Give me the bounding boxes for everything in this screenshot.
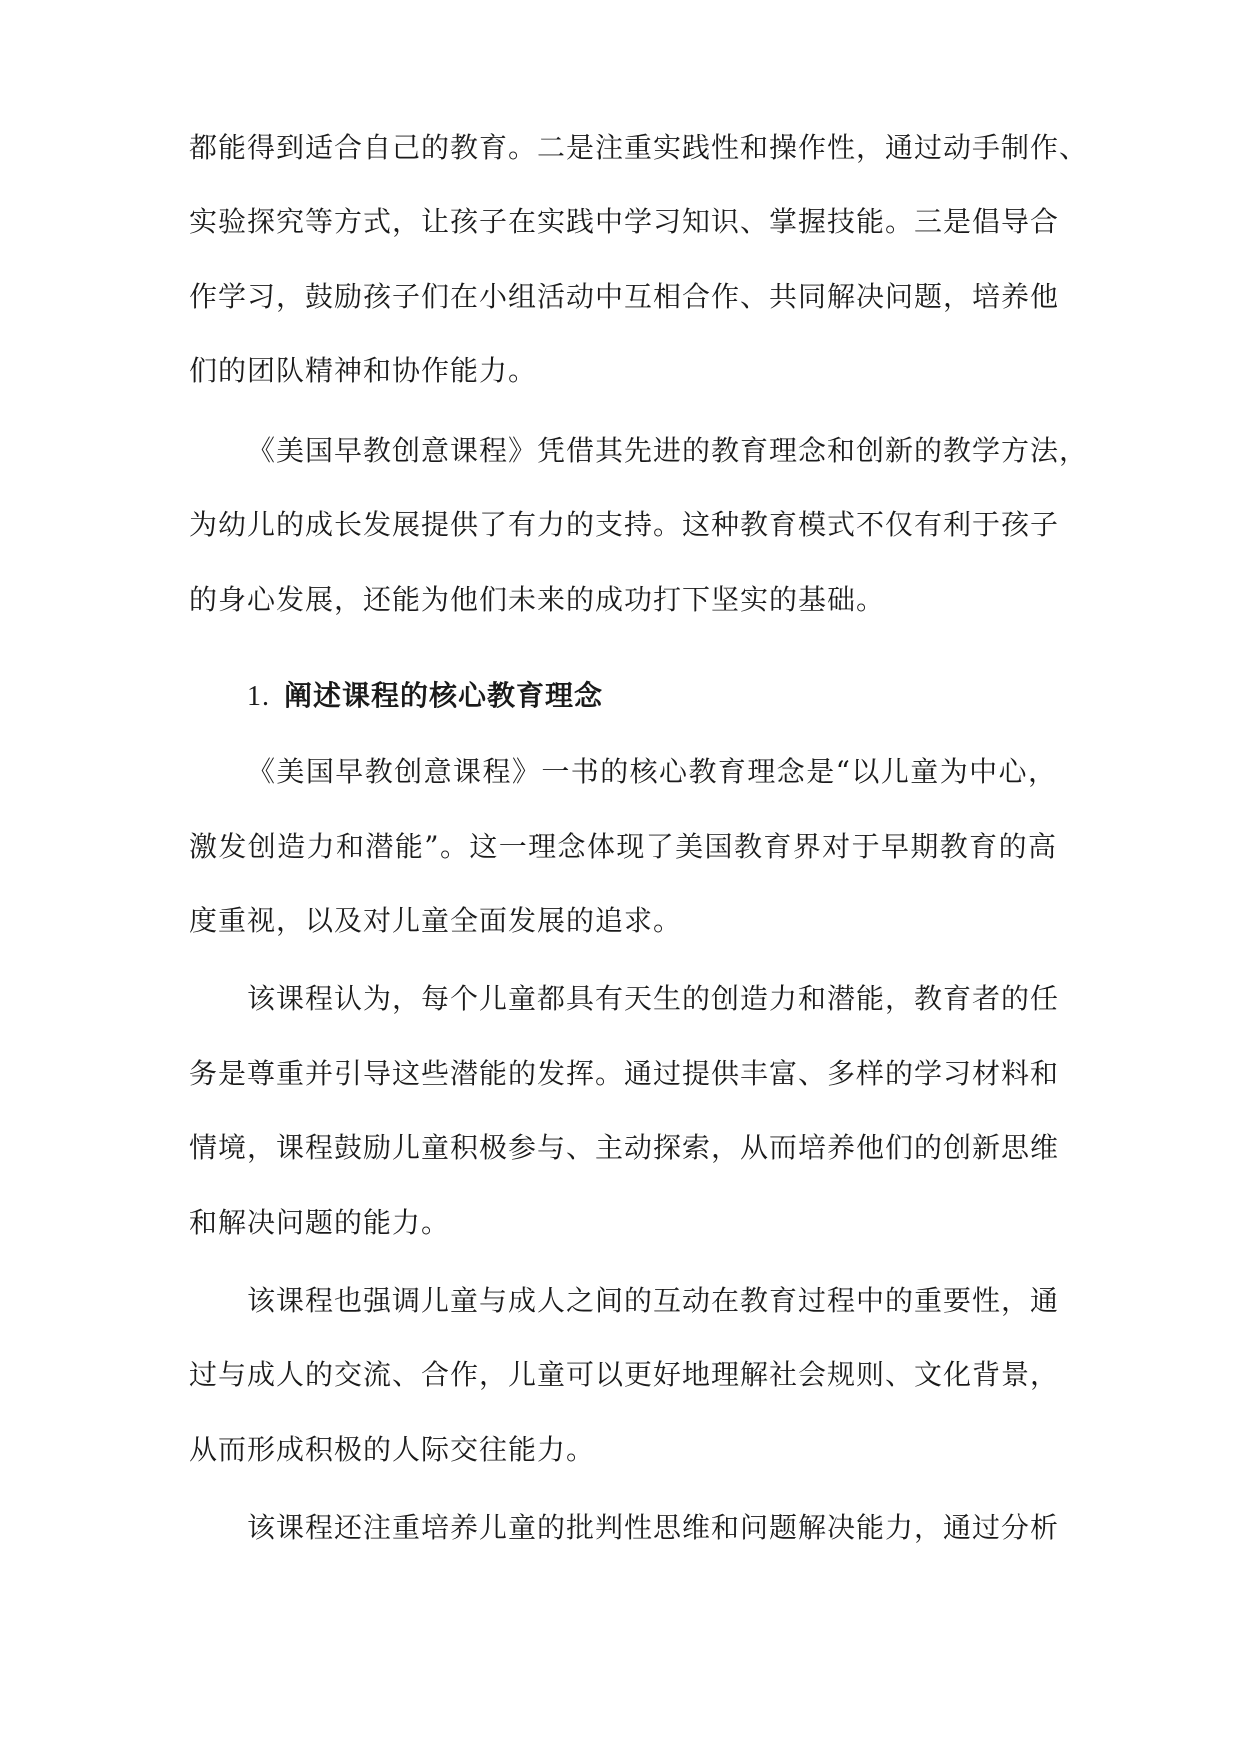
paragraph-5-line-1: 该课程也强调儿童与成人之间的互动在教育过程中的重要性，通 (247, 1284, 1060, 1317)
paragraph-1-line-3: 作学习，鼓励孩子们在小组活动中互相合作、共同解决问题，培养他 (189, 280, 1060, 313)
paragraph-1-line-2: 实验探究等方式，让孩子在实践中学习知识、掌握技能。三是倡导合 (189, 205, 1060, 238)
paragraph-4-line-2: 务是尊重并引导这些潜能的发挥。通过提供丰富、多样的学习材料和 (189, 1057, 1060, 1090)
paragraph-4-line-4: 和解决问题的能力。 (189, 1206, 451, 1239)
section-heading (247, 676, 603, 716)
paragraph-5-line-3: 从而形成积极的人际交往能力。 (189, 1433, 596, 1466)
paragraph-2-line-2: 为幼儿的成长发展提供了有力的支持。这种教育模式不仅有利于孩子 (189, 508, 1060, 541)
paragraph-5-line-2: 过与成人的交流、合作，儿童可以更好地理解社会规则、文化背景， (189, 1358, 1060, 1391)
paragraph-1-line-1: 都能得到适合自己的教育。二是注重实践性和操作性，通过动手制作、 (189, 131, 1089, 164)
paragraph-4-line-1: 该课程认为，每个儿童都具有天生的创造力和潜能，教育者的任 (247, 982, 1060, 1015)
paragraph-3-line-3: 度重视，以及对儿童全面发展的追求。 (189, 904, 683, 937)
paragraph-3-line-1: 《美国早教创意课程》一书的核心教育理念是“以儿童为中心， (247, 755, 1057, 788)
paragraph-1-line-4: 们的团队精神和协作能力。 (189, 354, 538, 387)
paragraph-2-line-1: 《美国早教创意课程》凭借其先进的教育理念和创新的教学方法， (247, 434, 1089, 467)
paragraph-4-line-3: 情境，课程鼓励儿童积极参与、主动探索，从而培养他们的创新思维 (189, 1131, 1060, 1164)
paragraph-2-line-3: 的身心发展，还能为他们未来的成功打下坚实的基础。 (189, 583, 886, 616)
section-heading-number: 1. (247, 681, 270, 712)
paragraph-6-line-1: 该课程还注重培养儿童的批判性思维和问题解决能力，通过分析 (247, 1511, 1060, 1544)
section-heading-text: 阐述课程的核心教育理念 (284, 679, 604, 712)
paragraph-3-line-2: 激发创造力和潜能”。这一理念体现了美国教育界对于早期教育的高 (189, 830, 1057, 863)
